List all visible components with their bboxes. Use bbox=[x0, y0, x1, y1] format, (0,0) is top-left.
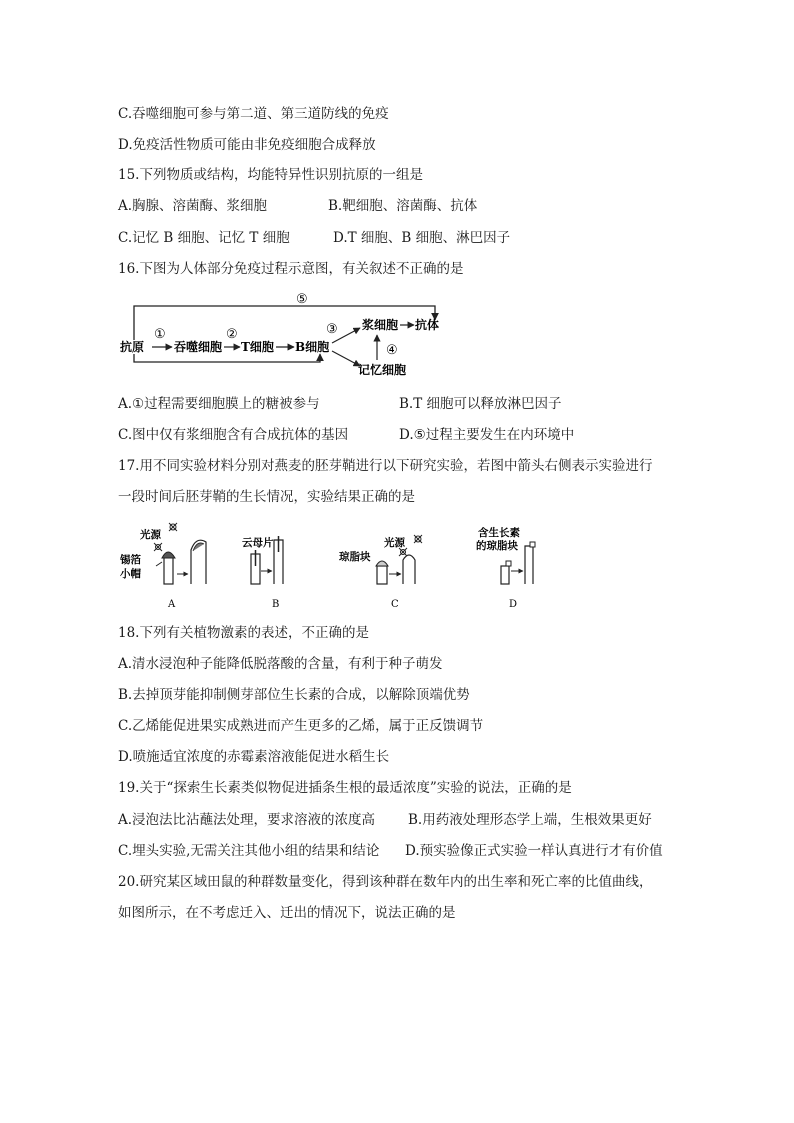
q16-option-d: D.⑤过程主要发生在内环境中 bbox=[399, 427, 575, 443]
q19-option-a: A.浸泡法比沾蘸法处理，要求溶液的浓度高 bbox=[118, 812, 376, 828]
q14-option-c: C.吞噬细胞可参与第二道、第三道防线的免疫 bbox=[118, 106, 389, 122]
phagocyte-label: 吞噬细胞 bbox=[174, 340, 223, 354]
q19-option-c: C.埋头实验,无需关注其他小组的结果和结论 bbox=[118, 843, 380, 859]
q20-stem-line1: 20.研究某区域田鼠的种群数量变化，得到该种群在数年内的出生率和死亡率的比值曲线， bbox=[118, 874, 653, 890]
q15-option-d: D.T 细胞、B 细胞、淋巴因子 bbox=[333, 230, 511, 246]
q20-stem-line2: 如图所示，在不考虑迁入、迁出的情况下，说法正确的是 bbox=[118, 905, 456, 921]
panel-label-b: B bbox=[272, 599, 280, 610]
cap-label: 小帽 bbox=[120, 568, 141, 580]
foil-cap bbox=[162, 552, 175, 558]
panel-label-d: D bbox=[509, 599, 518, 610]
q18-stem: 18.下列有关植物激素的表述，不正确的是 bbox=[118, 625, 369, 641]
q15-option-c: C.记忆 B 细胞、记忆 T 细胞 bbox=[118, 230, 290, 246]
q17-stem-line1: 17.用不同实验材料分别对燕麦的胚芽鞘进行以下研究实验，若图中箭头右侧表示实验进行 bbox=[118, 458, 653, 474]
panel-a bbox=[120, 523, 206, 610]
q19-option-d: D.预实验像正式实验一样认真进行才有价值 bbox=[405, 843, 663, 859]
label-2: ② bbox=[226, 327, 238, 342]
bcell-label: B细胞 bbox=[295, 340, 330, 354]
tcell-label: T细胞 bbox=[241, 340, 274, 354]
q19-option-b: B.用药液处理形态学上端，生根效果更好 bbox=[408, 812, 652, 828]
light-label-c: 光源 bbox=[384, 537, 405, 549]
label-5: ⑤ bbox=[296, 292, 308, 307]
q16-option-c: C.图中仅有浆细胞含有合成抗体的基因 bbox=[118, 427, 349, 443]
light-label-a: 光源 bbox=[140, 529, 161, 541]
q18-option-d: D.喷施适宜浓度的赤霉素溶液能促进水稻生长 bbox=[118, 749, 390, 765]
panel-c bbox=[339, 535, 422, 610]
mica-label: 云母片 bbox=[242, 537, 274, 549]
agar-block bbox=[376, 561, 388, 566]
panel-b bbox=[242, 536, 283, 610]
plasma-cell-label: 浆细胞 bbox=[362, 318, 399, 332]
label-4: ④ bbox=[386, 343, 398, 358]
q14-option-d: D.免疫活性物质可能由非免疫细胞合成释放 bbox=[118, 137, 376, 153]
arrow-antigen-bcell bbox=[134, 354, 320, 362]
q16-stem: 16.下图为人体部分免疫过程示意图，有关叙述不正确的是 bbox=[118, 261, 464, 277]
q18-option-c: C.乙烯能促进果实成熟进而产生更多的乙烯，属于正反馈调节 bbox=[118, 718, 484, 734]
panel-d bbox=[476, 526, 535, 610]
q18-option-a: A.清水浸泡种子能降低脱落酸的含量，有利于种子萌发 bbox=[118, 656, 443, 672]
q17-stem-line2: 一段时间后胚芽鞘的生长情况，实验结果正确的是 bbox=[118, 489, 415, 505]
panel-label-a: A bbox=[168, 599, 176, 610]
coleoptile-experiment-figure bbox=[118, 516, 548, 612]
q15-stem: 15.下列物质或结构，均能特异性识别抗原的一组是 bbox=[118, 167, 423, 183]
arrow-3-memory bbox=[332, 351, 360, 366]
foil-label: 锡箔 bbox=[120, 554, 141, 566]
label-3: ③ bbox=[326, 322, 338, 337]
memory-cell-label: 记忆细胞 bbox=[358, 363, 407, 377]
q16-option-b: B.T 细胞可以释放淋巴因子 bbox=[399, 396, 562, 412]
immune-process-diagram bbox=[118, 288, 458, 382]
antibody-label: 抗体 bbox=[415, 318, 440, 332]
q19-stem: 19.关于“探索生长素类似物促进插条生根的最适浓度”实验的说法，正确的是 bbox=[118, 780, 572, 796]
agar-label: 琼脂块 bbox=[339, 551, 371, 563]
panel-label-c: C bbox=[391, 599, 399, 610]
label-1: ① bbox=[154, 327, 166, 342]
auxin-agar-block-d bbox=[506, 561, 511, 566]
antigen-label: 抗原 bbox=[120, 340, 145, 354]
auxin-label-1: 含生长素 bbox=[478, 527, 520, 539]
q16-option-a: A.①过程需要细胞膜上的糖被参与 bbox=[118, 396, 320, 412]
q15-option-b: B.靶细胞、溶菌酶、抗体 bbox=[328, 198, 478, 214]
auxin-label-2: 的琼脂块 bbox=[476, 540, 518, 552]
q18-option-b: B.去掉顶芽能抑制侧芽部位生长素的合成，以解除顶端优势 bbox=[118, 687, 470, 703]
q15-option-a: A.胸腺、溶菌酶、浆细胞 bbox=[118, 198, 268, 214]
